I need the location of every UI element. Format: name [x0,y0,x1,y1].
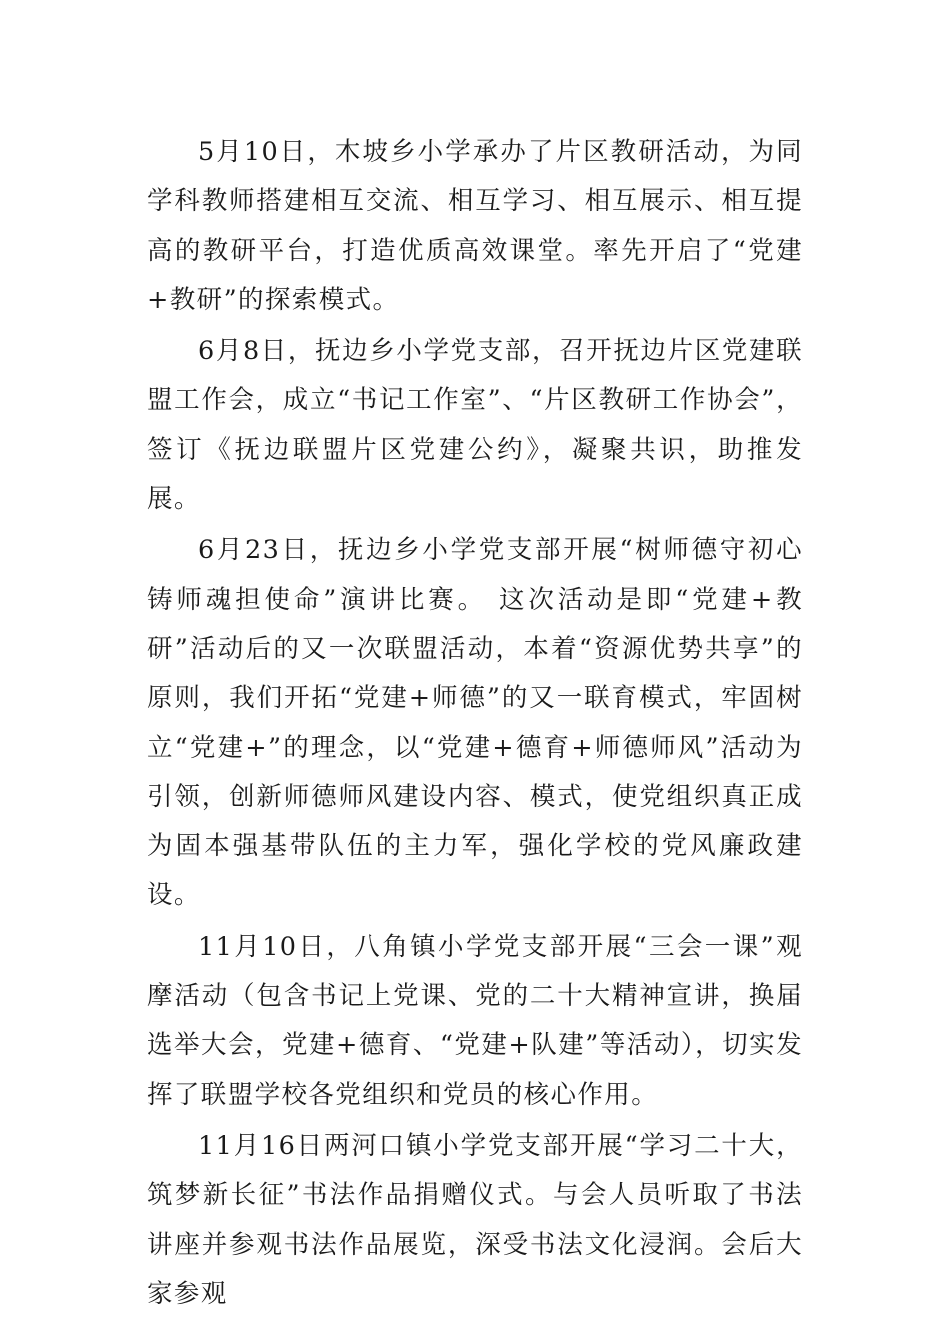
paragraph-june-23: 6月23日，抚边乡小学党支部开展“树师德守初心铸师魂担使命”演讲比赛。 这次活动是即“党建+教研”活动后的又一次联盟活动，本着“资源优势共享”的原则，我们开拓“党建+师德”的又一联育模式，牢固树立“党建+”的理念，以“党建+德育+师德师风”活动为引领，创新师德师风建设内容、模式，使党组织真正成为固本强基带队伍的主力军，强化学校的党风廉政建设。 [147,535,803,911]
paragraph-november-16: 11月16日两河口镇小学党支部开展“学习二十大，筑梦新长征”书法作品捐赠仪式。与会人员听取了书法讲座并参观书法作品展览，深受书法文化浸润。会后大家参观 [147,1130,803,1309]
paragraph-november-10: 11月10日，八角镇小学党支部开展“三会一课”观摩活动（包含书记上党课、党的二十大精神宣讲，换届选举大会，党建+德育、“党建+队建”等活动），切实发挥了联盟学校各党组织和党员的核心作用。 [147,931,803,1110]
document-body [147,128,803,1321]
paragraph-may-10: 5月10日，木坡乡小学承办了片区教研活动，为同学科教师搭建相互交流、相互学习、相互展示、相互提高的教研平台，打造优质高效课堂。率先开启了“党建+教研”的探索模式。 [147,137,803,315]
paragraph-june-8: 6月8日，抚边乡小学党支部，召开抚边片区党建联盟工作会，成立“书记工作室”、“片区教研工作协会”，签订《抚边联盟片区党建公约》，凝聚共识，助推发展。 [147,336,803,515]
